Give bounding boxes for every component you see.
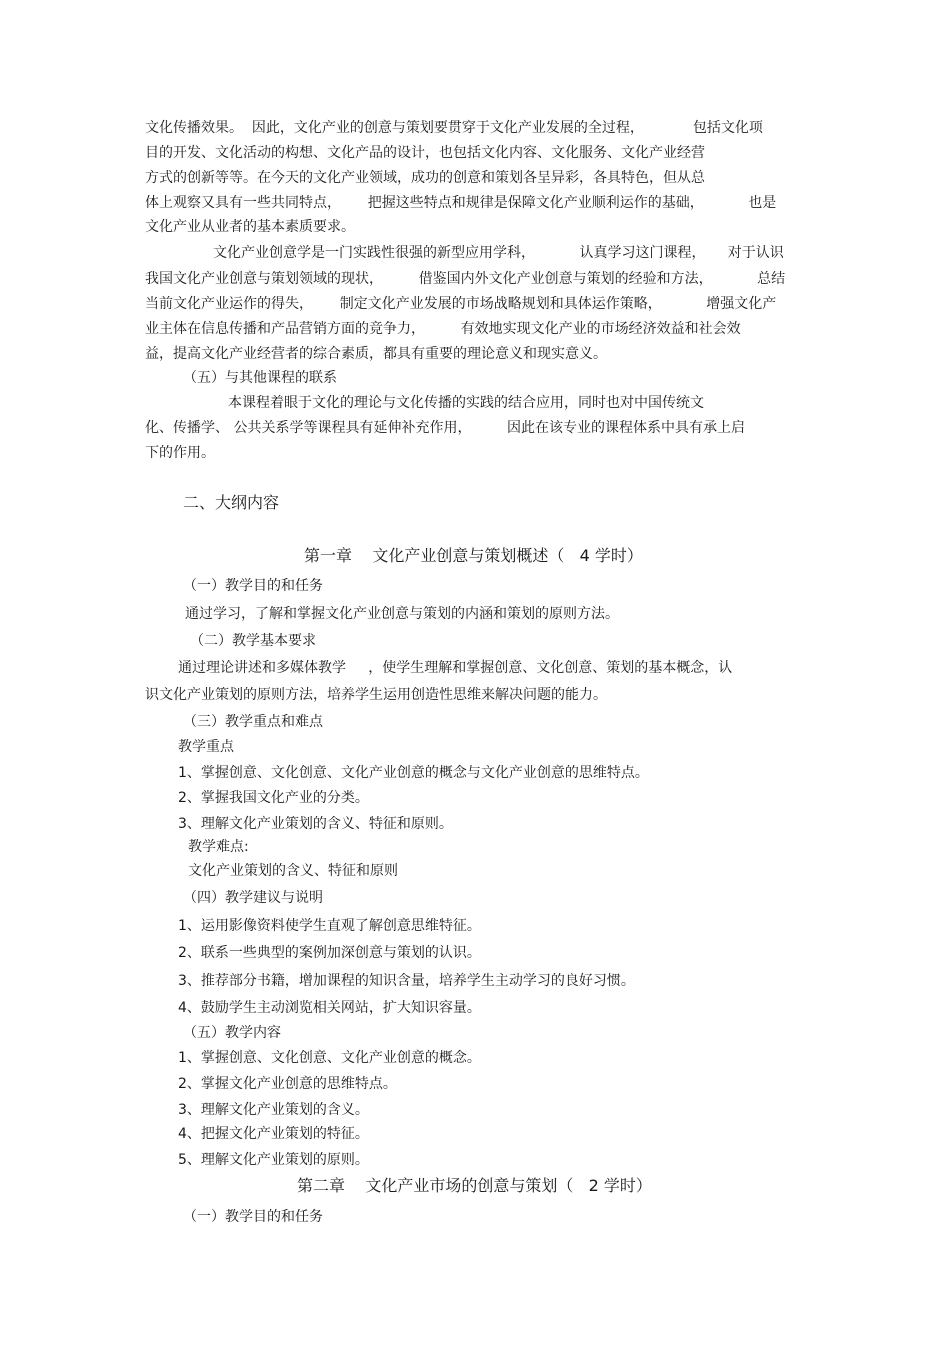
subsection-heading: （三）教学重点和难点 bbox=[183, 714, 323, 730]
paragraph-line: 通过理论讲述和多媒体教学 ，使学生理解和掌握创意、文化创意、策划的基本概念，认 bbox=[178, 660, 733, 676]
paragraph-line: 识文化产业策划的原则方法，培养学生运用创造性思维来解决问题的能力。 bbox=[145, 687, 607, 703]
subsection-heading: （一）教学目的和任务 bbox=[183, 578, 323, 594]
paragraph-line: 当前文化产业运作的得失， 制定文化产业发展的市场战略规划和具体运作策略， 增强文化产 bbox=[145, 296, 777, 312]
list-item: 4、把握文化产业策划的特征。 bbox=[178, 1126, 369, 1142]
paragraph-line: 下的作用。 bbox=[145, 445, 215, 461]
chapter-title: 第二章 文化产业市场的创意与策划（ 2 学时） bbox=[297, 1176, 652, 1195]
paragraph-line: 文化传播效果。 因此，文化产业的创意与策划要贯穿于文化产业发展的全过程， 包括文化项 bbox=[145, 120, 763, 136]
list-item: 3、理解文化产业策划的含义、特征和原则。 bbox=[178, 816, 453, 832]
list-item: 1、运用影像资料使学生直观了解创意思维特征。 bbox=[178, 918, 481, 934]
paragraph-line: 通过学习，了解和掌握文化产业创意与策划的内涵和策划的原则方法。 bbox=[185, 606, 619, 622]
list-item: 1、掌握创意、文化创意、文化产业创意的概念。 bbox=[178, 1050, 481, 1066]
paragraph-line: 目的开发、文化活动的构想、文化产品的设计，也包括文化内容、文化服务、文化产业经营 bbox=[145, 145, 705, 161]
subsection-heading: （五）与其他课程的联系 bbox=[183, 370, 337, 386]
label-text: 教学难点: bbox=[188, 839, 249, 855]
subsection-heading: （五）教学内容 bbox=[183, 1025, 281, 1041]
paragraph-line: 益，提高文化产业经营者的综合素质，都具有重要的理论意义和现实意义。 bbox=[145, 346, 607, 362]
paragraph-line: 我国文化产业创意与策划领域的现状， 借鉴国内外文化产业创意与策划的经验和方法， 总结 bbox=[145, 271, 786, 287]
paragraph-line: 文化产业从业者的基本素质要求。 bbox=[145, 219, 355, 235]
section-heading: 二、大纲内容 bbox=[183, 493, 280, 512]
chapter-title: 第一章 文化产业创意与策划概述（ 4 学时） bbox=[304, 546, 643, 565]
list-item: 3、理解文化产业策划的含义。 bbox=[178, 1102, 369, 1118]
paragraph-line: 体上观察又具有一些共同特点， 把握这些特点和规律是保障文化产业顺利运作的基础， 也是 bbox=[145, 195, 777, 211]
subsection-heading: （一）教学目的和任务 bbox=[183, 1209, 323, 1225]
paragraph-line: 本课程着眼于文化的理论与文化传播的实践的结合应用，同时也对中国传统文 bbox=[228, 395, 704, 411]
list-item: 3、推荐部分书籍，增加课程的知识含量，培养学生主动学习的良好习惯。 bbox=[178, 973, 635, 989]
subsection-heading: （四）教学建议与说明 bbox=[183, 890, 323, 906]
list-item: 2、掌握文化产业创意的思维特点。 bbox=[178, 1076, 397, 1092]
list-item: 4、鼓励学生主动浏览相关网站，扩大知识容量。 bbox=[178, 1000, 481, 1016]
subsection-heading: （二）教学基本要求 bbox=[190, 633, 316, 649]
list-item: 1、掌握创意、文化创意、文化产业创意的概念与文化产业创意的思维特点。 bbox=[178, 765, 649, 781]
paragraph-line: 业主体在信息传播和产品营销方面的竞争力， 有效地实现文化产业的市场经济效益和社会效 bbox=[145, 321, 741, 337]
paragraph-line: 文化产业创意学是一门实践性很强的新型应用学科， 认真学习这门课程， 对于认识 bbox=[213, 245, 784, 261]
list-item: 2、掌握我国文化产业的分类。 bbox=[178, 790, 369, 806]
list-item: 2、联系一些典型的案例加深创意与策划的认识。 bbox=[178, 945, 481, 961]
label-text: 教学重点 bbox=[178, 739, 234, 755]
paragraph-line: 文化产业策划的含义、特征和原则 bbox=[188, 863, 398, 879]
list-item: 5、理解文化产业策划的原则。 bbox=[178, 1152, 369, 1168]
paragraph-line: 化、传播学、 公共关系学等课程具有延伸补充作用， 因此在该专业的课程体系中具有承上启 bbox=[145, 420, 746, 436]
paragraph-line: 方式的创新等等。在今天的文化产业领域，成功的创意和策划各呈异彩，各具特色，但从总 bbox=[145, 170, 705, 186]
